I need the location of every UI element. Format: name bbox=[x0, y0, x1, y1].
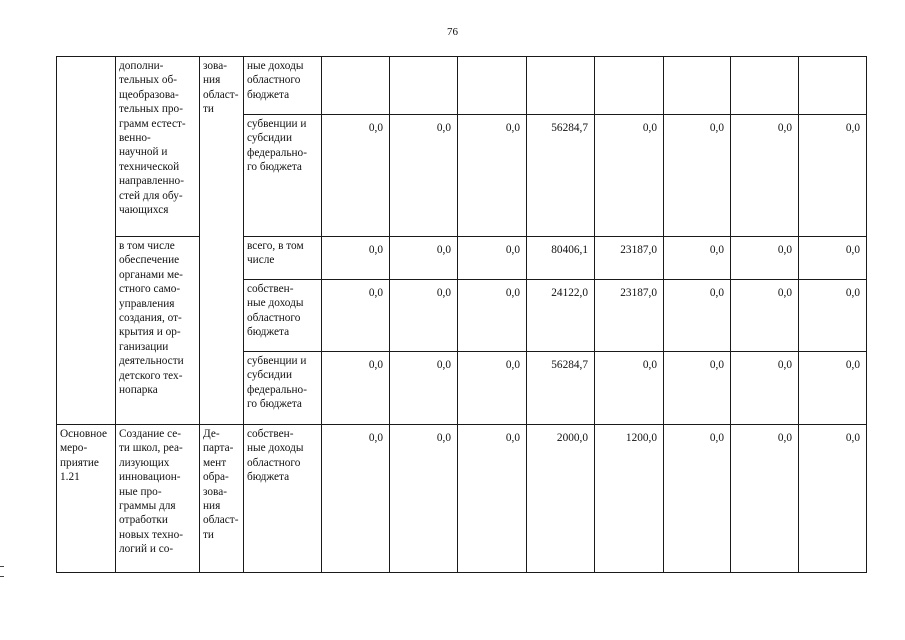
value-cell: 0,0 bbox=[458, 425, 527, 573]
executor-cell: зова- ния област- ти bbox=[200, 57, 244, 425]
value-cell bbox=[458, 57, 527, 115]
value-cell: 0,0 bbox=[458, 352, 527, 425]
value-cell bbox=[799, 57, 867, 115]
value-cell: 0,0 bbox=[322, 425, 390, 573]
value-cell: 0,0 bbox=[390, 237, 458, 280]
value-cell: 56284,7 bbox=[527, 115, 595, 237]
activity-description-cell: Создание се- ти школ, реа- лизующих инновацион- ные про- граммы для отработки новых техно- логий и со- bbox=[116, 425, 200, 573]
value-cell: 0,0 bbox=[322, 352, 390, 425]
funding-source-cell: ные доходы областного бюджета bbox=[244, 57, 322, 115]
value-cell: 0,0 bbox=[731, 425, 799, 573]
value-cell: 23187,0 bbox=[595, 280, 664, 352]
value-cell: 0,0 bbox=[664, 425, 731, 573]
funding-source-cell: субвенции и субсидии федерально- го бюджета bbox=[244, 352, 322, 425]
value-cell: 24122,0 bbox=[527, 280, 595, 352]
value-cell: 0,0 bbox=[799, 237, 867, 280]
value-cell bbox=[731, 57, 799, 115]
value-cell: 0,0 bbox=[458, 237, 527, 280]
value-cell bbox=[390, 57, 458, 115]
table-row bbox=[57, 425, 867, 573]
budget-table bbox=[56, 56, 867, 573]
value-cell: 0,0 bbox=[322, 115, 390, 237]
value-cell: 0,0 bbox=[731, 352, 799, 425]
value-cell bbox=[527, 57, 595, 115]
value-cell: 0,0 bbox=[595, 115, 664, 237]
value-cell: 0,0 bbox=[731, 280, 799, 352]
page-number: 76 bbox=[447, 26, 458, 38]
value-cell: 0,0 bbox=[390, 352, 458, 425]
value-cell: 0,0 bbox=[595, 352, 664, 425]
value-cell: 0,0 bbox=[664, 280, 731, 352]
value-cell bbox=[595, 57, 664, 115]
value-cell bbox=[322, 57, 390, 115]
value-cell: 0,0 bbox=[799, 352, 867, 425]
funding-source-cell: всего, в том числе bbox=[244, 237, 322, 280]
activity-cell bbox=[57, 57, 116, 425]
value-cell: 0,0 bbox=[458, 280, 527, 352]
value-cell bbox=[664, 57, 731, 115]
value-cell: 0,0 bbox=[664, 352, 731, 425]
table-row bbox=[57, 237, 867, 280]
value-cell: 1200,0 bbox=[595, 425, 664, 573]
value-cell: 0,0 bbox=[322, 280, 390, 352]
executor-cell: Де- парта- мент обра- зова- ния област- ти bbox=[200, 425, 244, 573]
value-cell: 0,0 bbox=[322, 237, 390, 280]
activity-cell: Основное меро- приятие 1.21 bbox=[57, 425, 116, 573]
value-cell: 23187,0 bbox=[595, 237, 664, 280]
value-cell: 0,0 bbox=[664, 237, 731, 280]
scan-edge-mark bbox=[0, 566, 4, 577]
table-row bbox=[57, 57, 867, 115]
value-cell: 0,0 bbox=[664, 115, 731, 237]
value-cell: 0,0 bbox=[390, 425, 458, 573]
value-cell: 0,0 bbox=[799, 115, 867, 237]
funding-source-cell: субвенции и субсидии федерально- го бюджета bbox=[244, 115, 322, 237]
funding-source-cell: собствен- ные доходы областного бюджета bbox=[244, 425, 322, 573]
activity-description-cell: дополни- тельных об- щеобразова- тельных про- грамм естест- венно- научной и технической направленно- стей для обу- чающихся bbox=[116, 57, 200, 237]
value-cell: 0,0 bbox=[799, 280, 867, 352]
value-cell: 0,0 bbox=[390, 280, 458, 352]
funding-source-cell: собствен- ные доходы областного бюджета bbox=[244, 280, 322, 352]
value-cell: 56284,7 bbox=[527, 352, 595, 425]
value-cell: 0,0 bbox=[731, 115, 799, 237]
value-cell: 0,0 bbox=[458, 115, 527, 237]
value-cell: 0,0 bbox=[731, 237, 799, 280]
activity-description-cell: в том числе обеспечение органами ме- стного само- управления создания, от- крытия и ор- ганизации деятельности детского тех- нопарка bbox=[116, 237, 200, 425]
value-cell: 0,0 bbox=[390, 115, 458, 237]
value-cell: 0,0 bbox=[799, 425, 867, 573]
value-cell: 2000,0 bbox=[527, 425, 595, 573]
value-cell: 80406,1 bbox=[527, 237, 595, 280]
